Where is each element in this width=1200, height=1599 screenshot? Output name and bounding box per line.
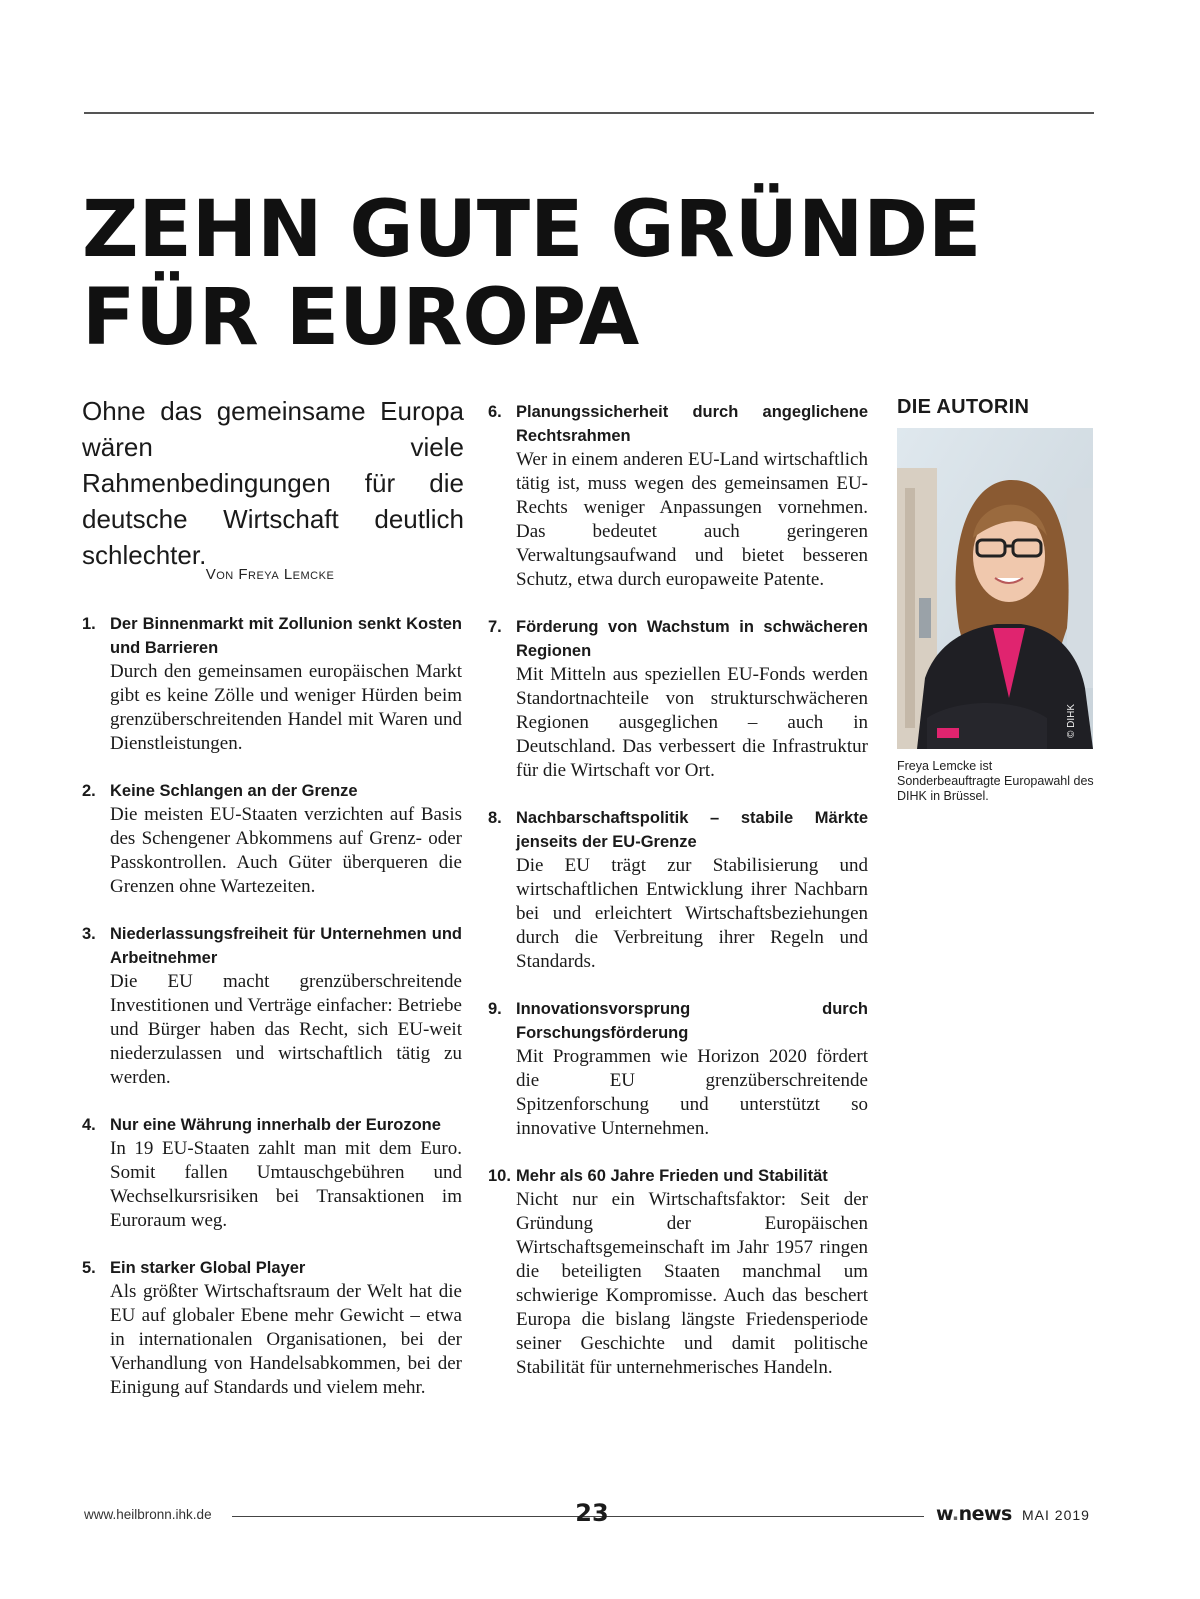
reason-title: Förderung von Wachstum in schwächeren Regionen — [516, 618, 868, 660]
intro-paragraph: Ohne das gemeinsame Europa wären viele Rahmenbedingungen für die deutsche Wirtschaft deutlich schlechter. — [82, 396, 464, 570]
reason-item — [82, 1256, 462, 1400]
reason-text: Wer in einem anderen EU-Land wirtschaftlich tätig ist, muss wegen des gemeinsamen EU-Rechts weniger Anpassungen vornehmen. Das bedeutet auch geringeren Verwaltungsaufwand und bietet besseren Schutz, etwa durch europaweite Patente. — [516, 449, 868, 590]
reason-text: Die EU macht grenzüberschreitende Investitionen und Verträge einfacher: Betriebe und Bürger haben das Recht, sich EU-weit niederzulassen und wirtschaftlich tätig zu werden. — [110, 971, 462, 1088]
reason-text: In 19 EU-Staaten zahlt man mit dem Euro. Somit fallen Umtauschgebühren und Wechselkursrisiken bei Transaktionen im Euroraum weg. — [110, 1138, 462, 1231]
reason-text: Nicht nur ein Wirtschaftsfaktor: Seit der Gründung der Europäischen Wirtschaftsgemeinschaft im Jahr 1957 ringen die beteiligten Staaten manchmal um schwierige Kompromisse. Auch das beschert Europa die bislang längste Friedensperiode seiner Geschichte und damit politische Stabilität für unternehmerisches Handeln. — [516, 1189, 868, 1378]
reason-title: Mehr als 60 Jahre Frieden und Stabilität — [516, 1167, 828, 1185]
headline-line-2: FÜR EUROPA — [82, 273, 640, 363]
author-caption: Freya Lemcke ist Sonderbeauftragte Europawahl des DIHK in Brüssel. — [897, 759, 1094, 803]
reason-number: 9. — [488, 1000, 502, 1018]
reason-title: Innovationsvorsprung durch Forschungsförderung — [516, 1000, 868, 1042]
byline: Von Freya Lemcke — [205, 566, 335, 583]
reason-number: 6. — [488, 403, 502, 421]
reason-number: 8. — [488, 809, 502, 827]
reason-number: 7. — [488, 618, 502, 636]
reasons-column-left — [82, 612, 462, 1423]
author-photo — [897, 428, 1093, 749]
reason-item — [82, 922, 462, 1090]
footer-url-link[interactable]: www.heilbronn.ihk.de — [84, 1507, 212, 1522]
reason-title: Der Binnenmarkt mit Zollunion senkt Kosten und Barrieren — [110, 615, 462, 657]
reason-title: Planungssicherheit durch angeglichene Rechtsrahmen — [516, 403, 868, 445]
reason-title: Keine Schlangen an der Grenze — [110, 782, 358, 800]
footer-divider-right — [618, 1516, 924, 1517]
headline — [82, 186, 981, 362]
reason-text: Mit Mitteln aus speziellen EU-Fonds werden Standortnachteile von strukturschwächeren Regionen ausgeglichen – auch in Deutschland. Das verbessert die Infrastruktur für die Wirtschaft vor Ort. — [516, 664, 868, 781]
reason-item — [82, 1113, 462, 1233]
reason-title: Ein starker Global Player — [110, 1259, 306, 1277]
reason-number: 2. — [82, 782, 96, 800]
reason-text: Durch den gemeinsamen europäischen Markt gibt es keine Zölle und weniger Hürden beim grenzüberschreitenden Handel mit Waren und Dienstleistungen. — [110, 661, 462, 754]
photo-credit: © DIHK — [1066, 703, 1077, 738]
reason-text: Als größter Wirtschaftsraum der Welt hat die EU auf globaler Ebene mehr Gewicht – etwa in internationalen Organisationen, bei der Verhandlung von Handelsabkommen, bei der Einigung auf Standards und vielem mehr. — [110, 1281, 462, 1398]
brand-logo — [936, 1503, 1012, 1525]
reason-item — [488, 400, 868, 592]
brand-w: w — [936, 1503, 952, 1525]
brand-dot: . — [951, 1503, 959, 1525]
top-rule — [84, 112, 1094, 114]
reason-item — [82, 612, 462, 756]
reason-number: 10. — [488, 1167, 511, 1185]
reason-item — [488, 997, 868, 1141]
brand-news: news — [958, 1503, 1012, 1525]
reason-item — [82, 779, 462, 899]
reason-title: Niederlassungsfreiheit für Unternehmen und Arbeitnehmer — [110, 925, 462, 967]
reason-number: 1. — [82, 615, 96, 633]
reason-number: 5. — [82, 1259, 96, 1277]
reasons-column-middle — [488, 400, 868, 1403]
reason-title: Nur eine Währung innerhalb der Eurozone — [110, 1116, 441, 1134]
reason-text: Die meisten EU-Staaten verzichten auf Basis des Schengener Abkommens auf Grenz- oder Passkontrollen. Auch Güter überqueren die Grenzen ohne Wartezeiten. — [110, 804, 462, 897]
reason-text: Mit Programmen wie Horizon 2020 fördert die EU grenzüberschreitende Spitzenforschung und unterstützt so innovative Unternehmen. — [516, 1046, 868, 1139]
reason-number: 3. — [82, 925, 96, 943]
reason-text: Die EU trägt zur Stabilisierung und wirtschaftlichen Entwicklung ihrer Nachbarn bei und erleichtert Wirtschaftsbeziehungen durch die Verbreitung ihrer Regeln und Standards. — [516, 855, 868, 972]
reason-item — [488, 806, 868, 974]
reason-title: Nachbarschaftspolitik – stabile Märkte jenseits der EU-Grenze — [516, 809, 868, 851]
author-heading: DIE AUTORIN — [897, 396, 1030, 418]
reason-number: 4. — [82, 1116, 96, 1134]
headline-line-1: ZEHN GUTE GRÜNDE — [82, 185, 982, 275]
reason-item — [488, 615, 868, 783]
reason-item — [488, 1164, 868, 1380]
page-number: 23 — [575, 1499, 609, 1527]
issue-date: MAI 2019 — [1022, 1507, 1090, 1523]
footer — [84, 1500, 1094, 1532]
